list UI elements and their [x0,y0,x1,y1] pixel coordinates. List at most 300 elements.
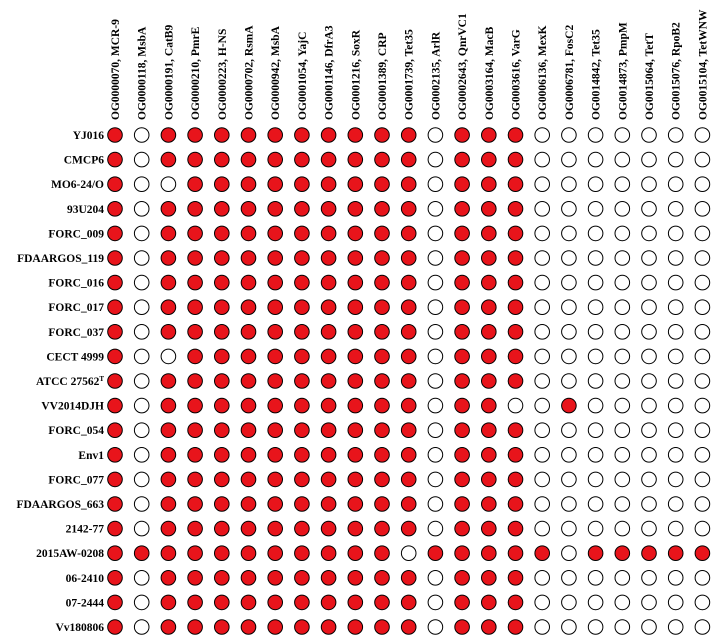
absent-cell [401,546,416,561]
present-cell [215,202,230,217]
present-cell [215,325,230,340]
absent-cell [134,226,149,241]
present-cell [161,202,176,217]
present-cell [108,152,123,167]
absent-cell [428,300,443,315]
absent-cell [535,128,550,143]
present-cell [215,497,230,512]
present-cell [268,521,283,536]
absent-cell [695,226,710,241]
present-cell [295,472,310,487]
present-cell [348,152,363,167]
present-cell [455,546,470,561]
present-cell [161,398,176,413]
absent-cell [428,202,443,217]
present-cell [188,620,203,635]
absent-cell [562,325,577,340]
absent-cell [642,226,657,241]
absent-cell [428,595,443,610]
present-cell [375,521,390,536]
present-cell [295,177,310,192]
present-cell [295,275,310,290]
present-cell [241,497,256,512]
row-label-text: FORC_077 [48,474,104,487]
row-label [66,597,105,609]
present-cell [108,128,123,143]
row-label-superscript: T [99,375,104,383]
column-label: OG0001389, CRP [377,32,389,120]
present-cell [161,571,176,586]
present-cell [401,398,416,413]
column-label: OG0003164, MacB [483,26,496,120]
absent-cell [615,300,630,315]
present-cell [161,325,176,340]
present-cell [268,152,283,167]
absent-cell [428,398,443,413]
absent-cell [642,497,657,512]
present-cell [375,300,390,315]
present-cell [215,571,230,586]
absent-cell [695,177,710,192]
row-label [66,573,105,585]
absent-cell [535,177,550,192]
absent-cell [668,275,683,290]
present-cell [321,448,336,463]
present-cell [482,448,497,463]
present-cell [482,398,497,413]
absent-cell [615,226,630,241]
absent-cell [642,251,657,266]
present-cell [455,275,470,290]
present-cell [401,275,416,290]
absent-cell [642,349,657,364]
present-cell [455,620,470,635]
absent-cell [642,152,657,167]
absent-cell [428,374,443,389]
present-cell [348,423,363,438]
present-cell [375,226,390,241]
present-cell [348,448,363,463]
present-cell [161,595,176,610]
present-cell [482,546,497,561]
absent-cell [668,251,683,266]
present-cell [401,448,416,463]
present-cell [161,300,176,315]
absent-cell [642,325,657,340]
row-label [48,302,104,314]
present-cell [321,177,336,192]
present-cell [455,521,470,536]
present-cell [321,595,336,610]
present-cell [108,423,123,438]
absent-cell [535,521,550,536]
absent-cell [562,128,577,143]
absent-cell [615,152,630,167]
present-cell [508,374,523,389]
absent-cell [535,620,550,635]
absent-cell [134,448,149,463]
present-cell [321,275,336,290]
present-cell [295,325,310,340]
present-cell [295,300,310,315]
present-cell [321,398,336,413]
absent-cell [695,595,710,610]
present-cell [108,202,123,217]
present-cell [321,251,336,266]
row-label [48,228,104,240]
column-label: OG0001146, DfrA3 [323,25,336,120]
row-label-text: FORC_016 [48,277,104,290]
absent-cell [642,128,657,143]
absent-cell [428,448,443,463]
absent-cell [588,398,603,413]
present-cell [508,620,523,635]
row-label [46,351,104,363]
present-cell [348,521,363,536]
present-cell [188,595,203,610]
present-cell [188,128,203,143]
present-cell [455,497,470,512]
absent-cell [562,423,577,438]
present-cell [348,546,363,561]
absent-cell [428,152,443,167]
row-label [78,450,104,462]
present-cell [348,595,363,610]
absent-cell [668,325,683,340]
present-cell [215,374,230,389]
present-cell [321,349,336,364]
present-cell [508,349,523,364]
present-cell [401,423,416,438]
present-cell [588,546,603,561]
absent-cell [668,448,683,463]
absent-cell [642,374,657,389]
absent-cell [535,595,550,610]
present-cell [215,275,230,290]
present-cell [241,398,256,413]
present-cell [508,472,523,487]
column-label: OG0003616, VarG [510,29,523,120]
present-cell [455,177,470,192]
present-cell [455,325,470,340]
present-cell [348,177,363,192]
present-cell [295,497,310,512]
present-cell [241,325,256,340]
absent-cell [535,497,550,512]
present-cell [508,226,523,241]
absent-cell [615,472,630,487]
absent-cell [615,349,630,364]
present-cell [455,398,470,413]
present-cell [455,423,470,438]
present-cell [108,300,123,315]
absent-cell [134,521,149,536]
present-cell [508,300,523,315]
absent-cell [535,423,550,438]
row-label-text: FORC_009 [48,228,104,241]
absent-cell [668,472,683,487]
absent-cell [615,275,630,290]
row-label-text: 06-2410 [65,572,104,585]
matrix-cells [108,128,710,637]
absent-cell [642,398,657,413]
row-label [66,524,105,536]
absent-cell [134,423,149,438]
present-cell [375,275,390,290]
present-cell [188,571,203,586]
present-cell [241,521,256,536]
absent-cell [428,325,443,340]
present-cell [455,349,470,364]
present-cell [482,472,497,487]
present-cell [482,571,497,586]
present-cell [161,251,176,266]
present-cell [508,202,523,217]
column-label: OG0000210, PmrE [190,26,203,120]
present-cell [134,546,149,561]
present-cell [348,497,363,512]
present-cell [241,226,256,241]
present-cell [375,546,390,561]
present-cell [428,546,443,561]
absent-cell [668,398,683,413]
present-cell [268,398,283,413]
absent-cell [134,251,149,266]
absent-cell [588,202,603,217]
present-cell [241,546,256,561]
absent-cell [588,226,603,241]
present-cell [508,423,523,438]
absent-cell [615,620,630,635]
present-cell [161,497,176,512]
row-label-text: FORC_037 [48,326,104,339]
absent-cell [615,177,630,192]
absent-cell [428,275,443,290]
absent-cell [695,571,710,586]
present-cell [188,521,203,536]
present-cell [455,251,470,266]
present-cell [295,251,310,266]
present-cell [482,152,497,167]
absent-cell [428,128,443,143]
absent-cell [134,497,149,512]
present-cell [455,571,470,586]
absent-cell [562,595,577,610]
present-cell [268,177,283,192]
present-cell [268,595,283,610]
present-cell [348,226,363,241]
present-cell [508,152,523,167]
present-cell [348,398,363,413]
present-cell [161,275,176,290]
row-label [48,327,104,339]
present-cell [215,226,230,241]
present-cell [482,275,497,290]
present-cell [161,472,176,487]
present-cell [642,546,657,561]
absent-cell [615,374,630,389]
absent-cell [535,398,550,413]
present-cell [482,128,497,143]
present-cell [241,620,256,635]
present-cell [375,472,390,487]
present-cell [108,571,123,586]
absent-cell [642,177,657,192]
row-label-text: 2142-77 [65,523,104,536]
present-cell [321,546,336,561]
present-cell [108,251,123,266]
absent-cell [668,349,683,364]
present-cell [401,620,416,635]
absent-cell [588,152,603,167]
present-cell [268,497,283,512]
present-cell [295,448,310,463]
absent-cell [535,448,550,463]
absent-cell [695,521,710,536]
present-cell [161,620,176,635]
absent-cell [695,275,710,290]
row-label-text: Env1 [78,449,104,462]
present-cell [295,571,310,586]
row-label [41,401,104,413]
absent-cell [642,571,657,586]
present-cell [241,251,256,266]
present-cell [348,571,363,586]
present-cell [108,349,123,364]
present-cell [108,177,123,192]
absent-cell [134,128,149,143]
absent-cell [615,251,630,266]
absent-cell [161,349,176,364]
present-cell [401,472,416,487]
absent-cell [562,521,577,536]
absent-cell [588,275,603,290]
absent-cell [535,472,550,487]
present-cell [215,620,230,635]
present-cell [401,251,416,266]
present-cell [108,497,123,512]
present-cell [295,226,310,241]
absent-cell [695,497,710,512]
present-cell [455,448,470,463]
absent-cell [562,374,577,389]
absent-cell [134,349,149,364]
present-cell [241,152,256,167]
present-cell [535,546,550,561]
absent-cell [562,177,577,192]
present-cell [241,275,256,290]
present-cell [215,595,230,610]
absent-cell [134,275,149,290]
present-cell [188,202,203,217]
present-cell [268,226,283,241]
absent-cell [588,595,603,610]
present-cell [188,349,203,364]
absent-cell [588,374,603,389]
present-cell [482,595,497,610]
present-cell [455,128,470,143]
present-cell [188,152,203,167]
column-label: OG0006136, MexK [537,25,550,120]
absent-cell [428,251,443,266]
present-cell [482,325,497,340]
present-cell [188,546,203,561]
present-cell [401,374,416,389]
column-label: OG0000223, H-NS [216,28,229,120]
absent-cell [695,251,710,266]
absent-cell [588,472,603,487]
present-cell [108,448,123,463]
present-cell [508,128,523,143]
absent-cell [615,448,630,463]
present-cell [375,620,390,635]
absent-cell [668,374,683,389]
present-cell [401,521,416,536]
present-cell [508,497,523,512]
absent-cell [615,202,630,217]
present-cell [375,448,390,463]
absent-cell [615,571,630,586]
present-cell [241,595,256,610]
present-cell [401,226,416,241]
absent-cell [134,325,149,340]
present-cell [482,620,497,635]
present-cell [482,300,497,315]
absent-cell [134,300,149,315]
row-label-text: 93U204 [66,203,104,216]
row-label-text: 07-2444 [65,597,104,610]
absent-cell [642,202,657,217]
absent-cell [428,472,443,487]
present-cell [108,325,123,340]
present-cell [268,472,283,487]
present-cell [348,472,363,487]
present-cell [215,398,230,413]
absent-cell [428,571,443,586]
absent-cell [668,571,683,586]
present-cell [268,546,283,561]
present-cell [268,620,283,635]
absent-cell [161,177,176,192]
present-cell [161,546,176,561]
absent-cell [588,448,603,463]
present-cell [375,595,390,610]
absent-cell [615,325,630,340]
present-cell [161,521,176,536]
present-cell [215,521,230,536]
present-cell [321,472,336,487]
column-label: OG0001739, Tet35 [403,29,416,120]
present-cell [508,448,523,463]
absent-cell [695,398,710,413]
present-cell [401,177,416,192]
present-cell [482,374,497,389]
present-cell [188,398,203,413]
absent-cell [668,202,683,217]
row-labels [6,130,104,637]
absent-cell [134,620,149,635]
row-label [55,622,104,634]
present-cell [215,472,230,487]
column-label: OG0006781, FosC2 [563,24,576,120]
row-label-text: YJ016 [72,130,104,142]
present-cell [508,251,523,266]
column-label: OG0001054, YajC [296,31,309,120]
present-cell [348,275,363,290]
row-label-text: CMCP6 [63,154,104,167]
row-label-text: FDAARGOS_663 [16,499,104,511]
present-cell [241,472,256,487]
